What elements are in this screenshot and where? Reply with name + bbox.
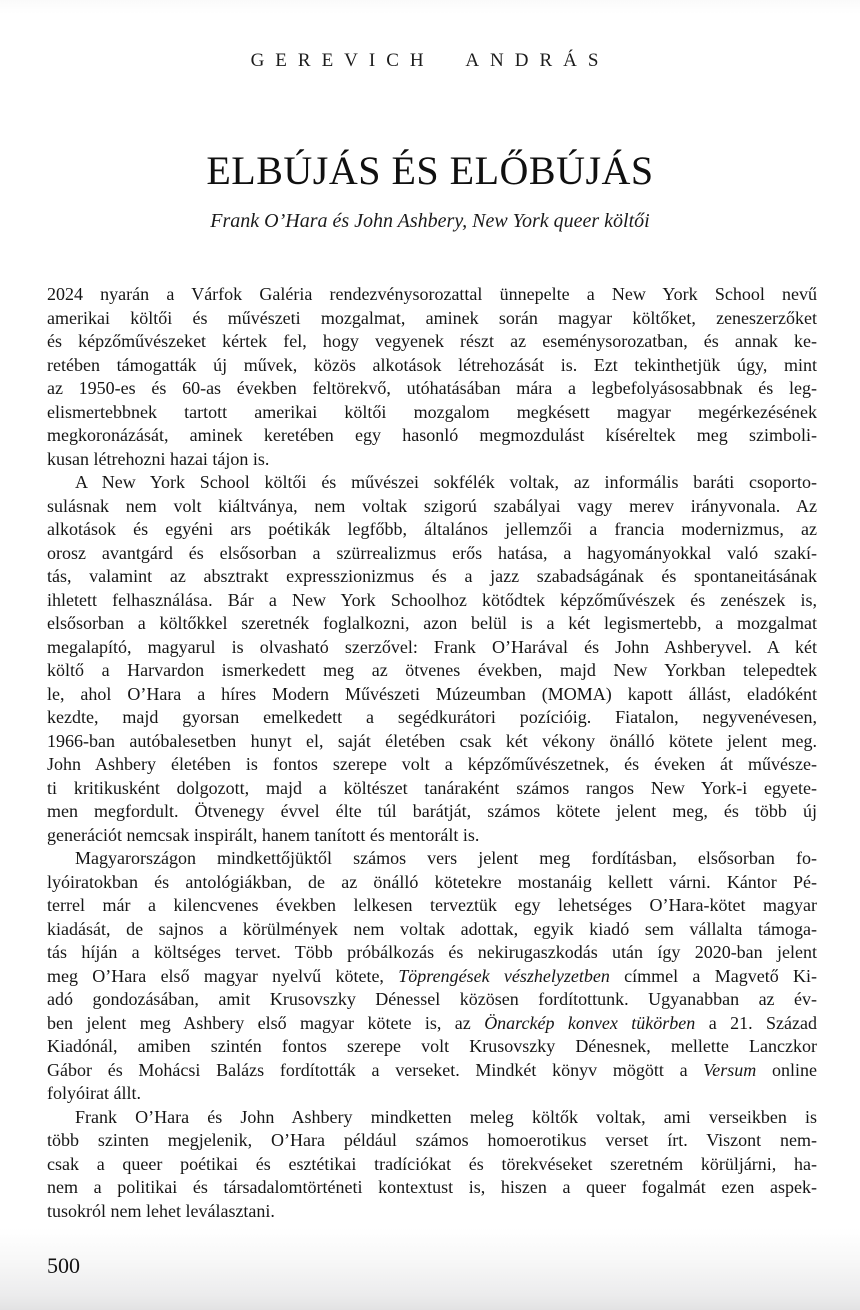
body-line: 1966-ban autóbalesetben hunyt el, saját életében csak két vékony önálló kötete jelent meg. bbox=[47, 730, 817, 751]
body-line: amerikai költői és művészeti mozgalmat, aminek során magyar költőket, zeneszerzőket bbox=[47, 307, 817, 328]
body-line: megalapító, magyarul is olvasható szerzővel: Frank O’Harával és John Ashberyvel. A két bbox=[47, 636, 817, 657]
body-line: John Ashbery életében is fontos szerepe volt a képzőművészetnek, és éveken át művésze- bbox=[47, 754, 817, 774]
body-line: csak a queer poétikai és esztétikai tradíciókat és törekvéseket szeretném körüljárni, ha- bbox=[47, 1153, 817, 1174]
body-line: sulásnak nem volt kiáltványa, nem voltak szigorú szabályai vagy merev irányvonala. Az bbox=[47, 495, 817, 516]
body-line: kiadását, de sajnos a körülmények nem voltak adottak, egyik kiadó sem vállalta támoga- bbox=[47, 918, 817, 939]
body-line: nem a politikai és társadalomtörténeti kontextust is, hiszen a queer fogalmát ezen aspek- bbox=[47, 1177, 817, 1197]
body-line: meg O’Hara első magyar nyelvű kötete, Töprengések vészhelyzetben címmel a Magvető Ki- bbox=[47, 965, 818, 986]
italic-book-title: Versum bbox=[703, 1059, 757, 1080]
page-title: ELBÚJÁS ÉS ELŐBÚJÁS bbox=[206, 148, 654, 193]
body-line: A New York School költői és művészei sokfélék voltak, az informális baráti csoporto- bbox=[75, 472, 817, 492]
body-line: orosz avantgárd és elsősorban a szürrealizmus erős hatása, a hagyományokkal való szakí- bbox=[47, 542, 817, 563]
body-line: ihletett felhasználása. Bár a New York Schoolhoz kötődtek képzőművészek és zenészek is, bbox=[47, 589, 817, 610]
author-header: GEREVICH ANDRÁS bbox=[250, 50, 610, 71]
body-line: elismertebbnek tartott amerikai költői mozgalom megkésett magyar megérkezésének bbox=[47, 401, 817, 422]
body-line: adó gondozásában, amit Krusovszky Dénessel közösen fordítottunk. Ugyanabban az év- bbox=[47, 989, 817, 1009]
body-line: költő a Harvardon ismerkedett meg az ötvenes években, majd New Yorkban telepedtek bbox=[47, 660, 817, 680]
body-line: az 1950-es és 60-as években feltörekvő, utóhatásában mára a legbefolyásosabbnak és leg- bbox=[47, 378, 817, 398]
body-line: Magyarországon mindkettőjüktől számos vers jelent meg fordításban, elsősorban fo- bbox=[75, 848, 817, 868]
body-line: kusan létrehozni hazai tájon is. bbox=[47, 448, 270, 469]
body-line: retében támogatták új művek, közös alkotások létrehozását is. Ezt tekinthetjük úgy, mint bbox=[47, 354, 817, 375]
body-line: tás, valamint az absztrakt expresszionizmus és a jazz szabadságának és spontaneitásának bbox=[47, 566, 817, 586]
body-line: és képzőművészeket kértek fel, hogy vegyenek részt az eseménysorozatban, és annak ke- bbox=[47, 331, 817, 351]
body-line: Gábor és Mohácsi Balázs fordították a verseket. Mindkét könyv mögött a Versum online bbox=[47, 1059, 817, 1080]
body-line: ti kritikusként dolgozott, majd a költészet tanáraként számos rangos New York-i egyete- bbox=[47, 777, 817, 798]
body-line: 2024 nyarán a Várfok Galéria rendezvénysorozattal ünnepelte a New York School nevű bbox=[47, 284, 817, 304]
body-line: több szinten megjelenik, O’Hara például számos homoerotikus verset írt. Viszont nem- bbox=[47, 1130, 817, 1150]
body-line: alkotások és egyéni ars poétikák legfőbb, általános jellemzői a francia modernizmus, az bbox=[47, 519, 817, 539]
body-line: tás híján a költséges tervet. Több próbálkozás és nekirugaszkodás után így 2020-ban jelent bbox=[47, 942, 817, 962]
italic-book-title: Töprengések vészhelyzetben bbox=[398, 965, 610, 986]
paragraph bbox=[47, 847, 817, 1106]
italic-book-title: Önarckép konvex tükörben bbox=[484, 1012, 696, 1033]
body-line: terrel már a kilencvenes években lelkesen terveztük egy lehetséges O’Hara-kötet magyar bbox=[47, 895, 817, 915]
article-subtitle: Frank O’Hara és John Ashbery, New York queer költői bbox=[210, 210, 650, 232]
body-line: ben jelent meg Ashbery első magyar kötete is, az Önarckép konvex tükörben a 21. Század bbox=[47, 1012, 818, 1033]
body-line: lyóiratokban és antológiákban, de az önálló kötetekre mostanáig kellett várni. Kántor Pé- bbox=[47, 871, 817, 892]
body-line: tusokról nem lehet leválasztani. bbox=[47, 1200, 275, 1221]
body-line: generációt nemcsak inspirált, hanem tanított és mentorált is. bbox=[47, 824, 480, 845]
body-line: le, ahol O’Hara a híres Modern Művészeti Múzeumban (MOMA) kapott állást, eladóként bbox=[47, 683, 817, 704]
article-body bbox=[47, 283, 817, 1223]
page-number: 500 bbox=[47, 1253, 80, 1278]
body-line: Frank O’Hara és John Ashbery mindketten meleg költők voltak, ami verseikben is bbox=[75, 1106, 817, 1127]
body-line: men megfordult. Ötvenegy évvel élte túl barátját, számos kötete jelent meg, és több új bbox=[47, 801, 817, 821]
body-line: megkoronázását, aminek keretében egy hasonló megmozdulást kíséreltek meg szimboli- bbox=[47, 425, 817, 445]
body-line: elsősorban a költőkkel szeretnék foglalkozni, azon belül is a két legismertebb, a mozgalmat bbox=[47, 613, 817, 633]
body-line: kezdte, majd gyorsan emelkedett a segédkurátori pozícióig. Fiatalon, negyvenévesen, bbox=[47, 707, 817, 727]
paragraph bbox=[47, 1106, 817, 1224]
paragraph bbox=[47, 471, 817, 847]
body-line: folyóirat állt. bbox=[47, 1083, 141, 1103]
paragraph bbox=[47, 283, 817, 471]
body-line: Kiadónál, amiben szintén fontos szerepe volt Krusovszky Dénesnek, mellette Lanczkor bbox=[47, 1036, 817, 1056]
